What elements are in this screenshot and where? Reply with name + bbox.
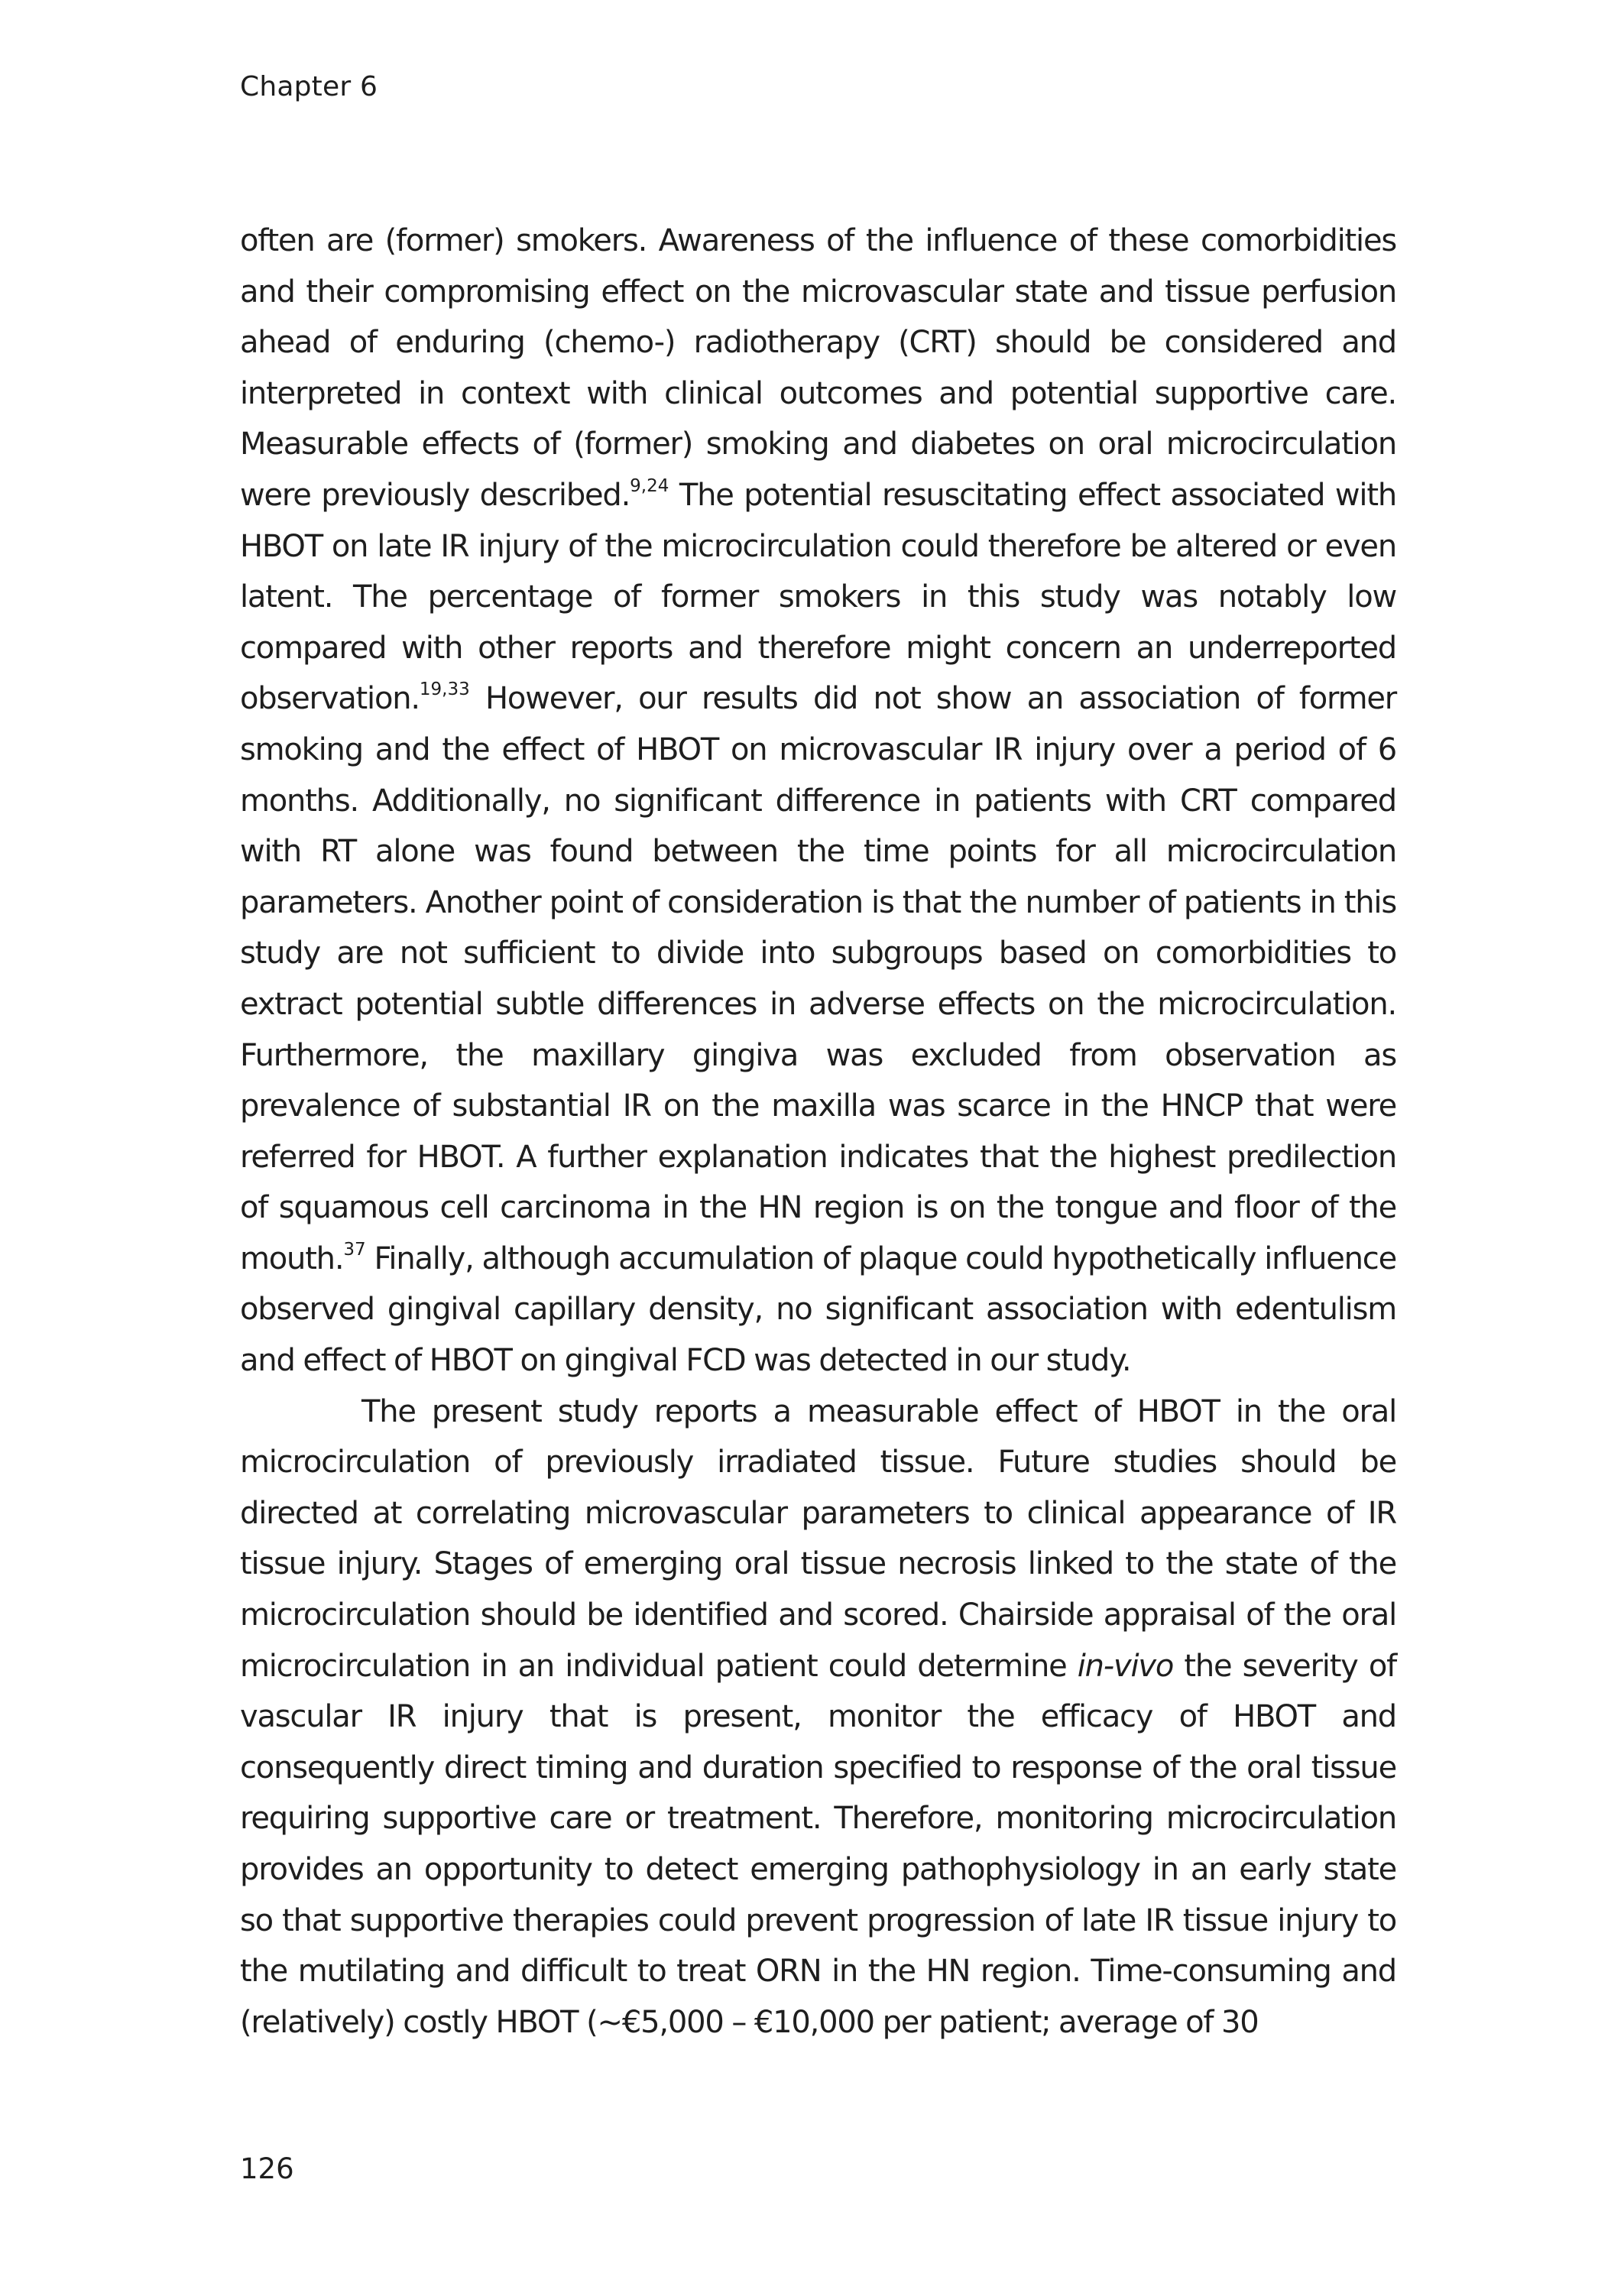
citation-superscript: 37 xyxy=(343,1239,366,1260)
page-number: 126 xyxy=(240,2152,294,2185)
paragraph-text: However, our results did not show an association of former smoking and the effect of HBOT on microvascular IR injury over a period of 6 months. Additionally, no significant difference in patients with CRT compared with RT alone was found between the time points for all microcirculation parameters. Another point of consideration is that the number of patients in this study are not sufficient to divide into subgroups based on comorbidities to extract potential subtle differences in adverse effects on the microcirculation. Furthermore, the maxillary gingiva was excluded from observation as prevalence of substantial IR on the maxilla was scarce in the HNCP that were referred for HBOT. A further explanation indicates that the highest predilection of squamous cell carcinoma in the HN region is on the tongue and floor of the mouth. xyxy=(240,681,1396,1276)
paragraph-1 xyxy=(240,216,1396,1387)
paragraph-text: often are (former) smokers. Awareness of the influence of these comorbidities and their compromising effect on the microvascular state and tissue perfusion ahead of enduring (chemo-) radiotherapy (CRT) should be considered and interpreted in context with clinical outcomes and potential supportive care. Measurable effects of (former) smoking and diabetes on oral microcirculation were previously described. xyxy=(240,223,1396,513)
paragraph-2 xyxy=(240,1387,1396,2048)
paragraph-text: Finally, although accumulation of plaque could hypothetically influence observed gingival capillary density, no significant association with edentulism and effect of HBOT on gingival FCD was detected in our study. xyxy=(240,1241,1396,1379)
body-text xyxy=(240,216,1396,2048)
italic-term: in-vivo xyxy=(1077,1648,1174,1684)
running-header: Chapter 6 xyxy=(240,71,378,102)
paragraph-text: The potential resuscitating effect associated with HBOT on late IR injury of the microcirculation could therefore be altered or even latent. The percentage of former smokers in this study was notably low compared with other reports and therefore might concern an underreported observation. xyxy=(240,477,1396,717)
citation-superscript: 19,33 xyxy=(419,679,470,700)
citation-superscript: 9,24 xyxy=(630,475,669,496)
paragraph-text: The present study reports a measurable effect of HBOT in the oral microcirculation of previously irradiated tissue. Future studies should be directed at correlating microvascular parameters to clinical appearance of IR tissue injury. Stages of emerging oral tissue necrosis linked to the state of the microcirculation should be identified and scored. Chairside appraisal of the oral microcirculation in an individual patient could determine xyxy=(240,1393,1396,1684)
paragraph-text: the severity of vascular IR injury that is present, monitor the efficacy of HBOT and consequently direct timing and duration specified to response of the oral tissue requiring supportive care or treatment. Therefore, monitoring microcirculation provides an opportunity to detect emerging pathophysiology in an early state so that supportive therapies could prevent progression of late IR tissue injury to the mutilating and difficult to treat ORN in the HN region. Time-consuming and (relatively) costly HBOT (~€5,000 – €10,000 per patient; average of 30 xyxy=(240,1648,1396,2040)
